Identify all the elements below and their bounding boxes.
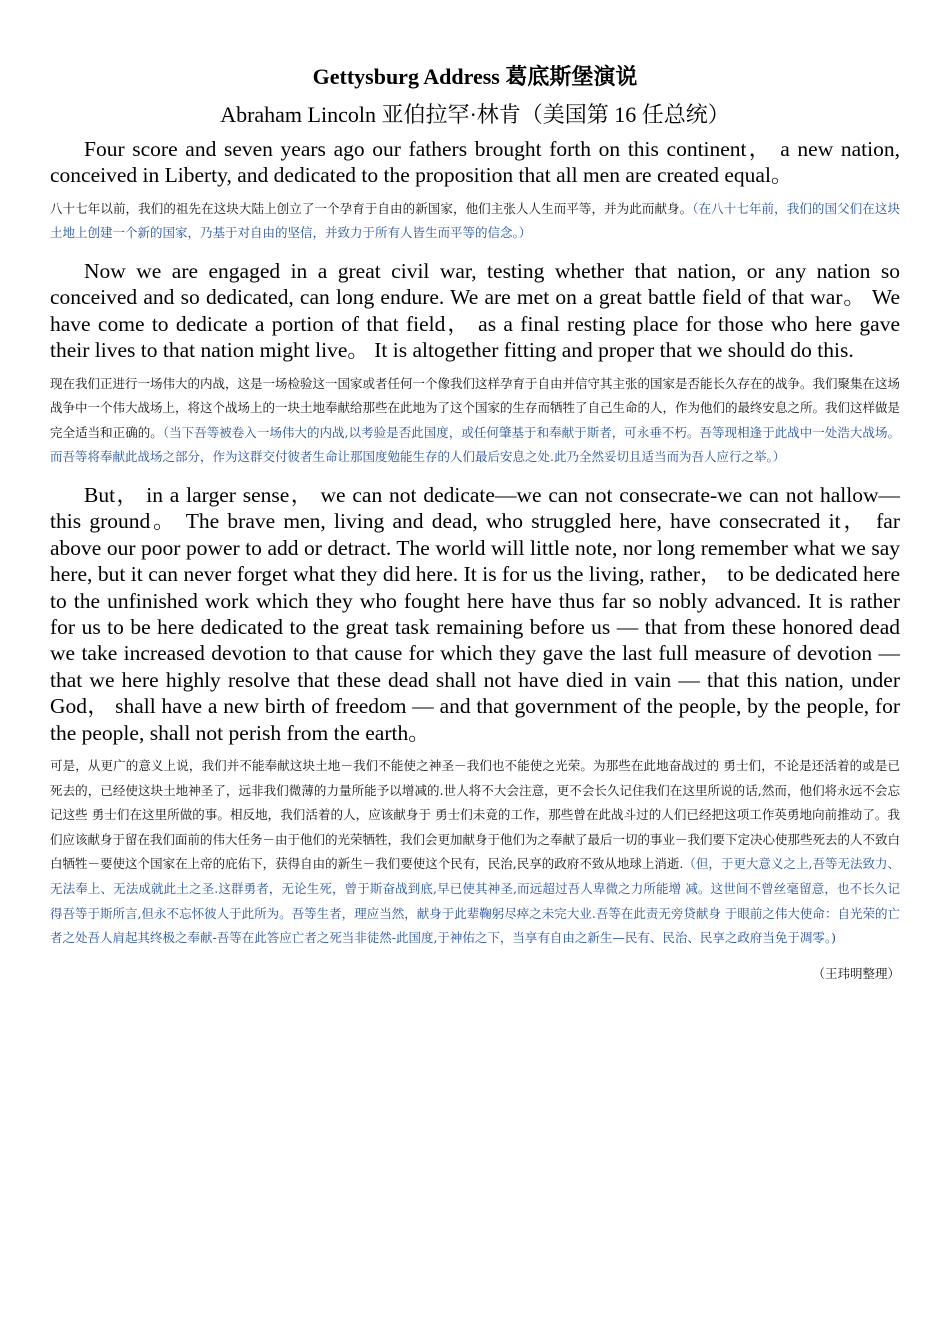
document-title: Gettysburg Address 葛底斯堡演说 xyxy=(312,64,638,89)
chinese-translation-1: 八十七年以前，我们的祖先在这块大陆上创立了一个孕育于自由的新国家，他们主张人人生而平等，并为此而献身。 xyxy=(50,200,693,216)
chinese-paragraph-3 xyxy=(50,754,900,951)
chinese-translation-2: 现在我们正进行一场伟大的内战，这是一场检验这一国家或者任何一个像我们这样孕育于自由并信守其主张的国家是否能长久存在的战争。我们聚集在这场战争中一个伟大战场上，将这个战场上的一块土地奉献给那些在此地为了这个国家的生存而牺牲了自己生命的人，作为他们的最终安息之所。我们这样做是完全适当和正确的。 xyxy=(50,375,901,440)
chinese-alt-translation-3: （但，于更大意义之上,吾等无法致力、无法奉上、无法成就此土之圣.这群勇者，无论生死，曾于斯奋战到底,早已使其神圣,而远超过吾人卑微之力所能增 减。这世间不曾丝毫留意，也不长久记得吾等于斯所言,但永不忘怀彼人于此所为。吾等生者，理应当然，献身于此辈鞠躬尽瘁之未完大业.吾等在此责无旁贷献身 于眼前之伟大使命：自光荣的亡者之处吾人肩起其终极之奉献-吾等在此答应亡者之死当非徒然-此国度,于神佑之下，当享有自由之新生—民有、民治、民享之政府当免于凋零。) xyxy=(50,856,900,946)
chinese-alt-translation-1: （在八十七年前，我们的国父们在这块土地上创建一个新的国家，乃基于对自由的坚信，并致力于所有人皆生而平等的信念。） xyxy=(50,200,900,241)
chinese-paragraph-2 xyxy=(50,372,900,470)
editor-credit: （王玮明整理） xyxy=(812,965,900,981)
english-paragraph-2: Now we are engaged in a great civil war, testing whether that nation, or any nation so conceived and so dedicated, can long endure. We are met on a great battle field of that war。 We have come to dedicate a portion of that field， as a final resting place for those who here gave their lives to that nation might live。 It is altogether fitting and proper that we should do this. xyxy=(50,259,900,363)
english-paragraph-3: But， in a larger sense， we can not dedicate—we can not consecrate-we can not hallow—this ground。 The brave men, living and dead, who struggled here, have consecrated it， far above our poor power to add or detract. The world will little note, nor long remember what we say here, but it can never forget what they did here. It is for us the living, rather， to be dedicated here to the unfinished work which they who fought here have thus far so nobly advanced. It is rather for us to be here dedicated to the great task remaining before us — that from these honored dead we take increased devotion to that cause for which they gave the last full measure of devotion — that we here highly resolve that these dead shall not have died in vain — that this nation, under God， shall have a new birth of freedom — and that government of the people, by the people, for the people, shall not perish from the earth。 xyxy=(50,483,900,745)
english-paragraph-1: Four score and seven years ago our fathers brought forth on this continent， a new nation, conceived in Liberty, and dedicated to the proposition that all men are created equal。 xyxy=(50,137,900,188)
chinese-alt-translation-2: （当下吾等被卷入一场伟大的内战,以考验是否此国度，或任何肇基于和奉献于斯者，可永垂不朽。吾等现相逢于此战中一处浩大战场。而吾等将奉献此战场之部分，作为这群交付彼者生命让那国度勉能生存的人们最后安息之处.此乃全然妥切且适当而为吾人应行之举。） xyxy=(50,424,900,465)
document-page xyxy=(50,60,900,985)
chinese-translation-3: 可是，从更广的意义上说，我们并不能奉献这块土地－我们不能使之神圣－我们也不能使之光荣。为那些在此地奋战过的 勇士们，不论是还活着的或是已死去的，已经使这块土地神圣了，远非我们微薄的力量所能予以增减的.世人将不大会注意，更不会长久记住我们在这里所说的话,然而，他们将永远不会忘记这些 勇士们在这里所做的事。相反地，我们活着的人，应该献身于 勇士们未竟的工作，那些曾在此战斗过的人们已经把这项工作英勇地向前推动了。我们应该献身于留在我们面前的伟大任务－由于他们的光荣牺牲，我们会更加献身于他们为之奉献了最后一切的事业－我们要下定决心使那些死去的人不致白白牺牲－要使这个国家在上帝的庇佑下，获得自由的新生－我们要使这个民有，民治,民享的政府不致从地球上消逝. xyxy=(50,758,901,872)
document-subtitle: Abraham Lincoln 亚伯拉罕·林肯（美国第 16 任总统） xyxy=(220,102,730,127)
chinese-paragraph-1 xyxy=(50,197,900,246)
